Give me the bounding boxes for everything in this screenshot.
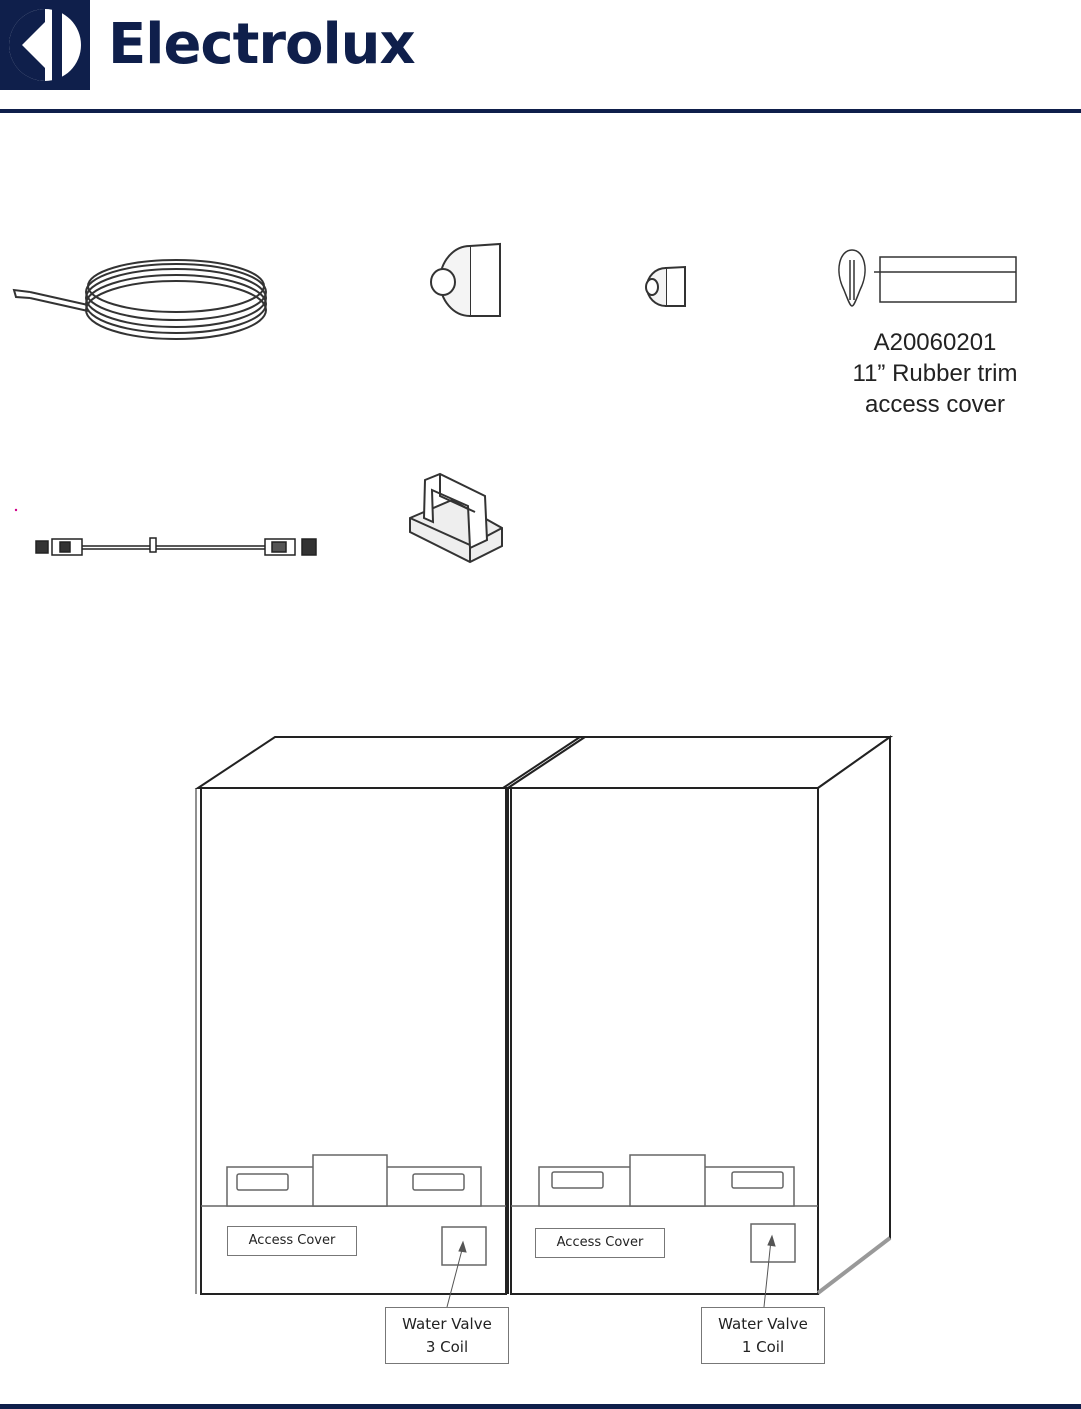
water-valve-title: Water Valve <box>402 1315 492 1333</box>
access-cover-label-left: Access Cover <box>227 1226 357 1256</box>
water-valve-label-right <box>701 1307 825 1364</box>
access-cover-label-right: Access Cover <box>535 1228 665 1258</box>
part-number: A20060201 <box>873 329 997 356</box>
water-valve-label-left <box>385 1307 509 1364</box>
water-valve-title: Water Valve <box>718 1315 808 1333</box>
part-description: 11” Rubber trim <box>852 360 1018 387</box>
brand-name: Electrolux <box>108 12 415 77</box>
water-valve-coil: 1 Coil <box>741 1338 785 1356</box>
footer-divider <box>0 1404 1081 1409</box>
water-valve-coil: 3 Coil <box>425 1338 469 1356</box>
part-description-2: access cover <box>864 391 1006 418</box>
